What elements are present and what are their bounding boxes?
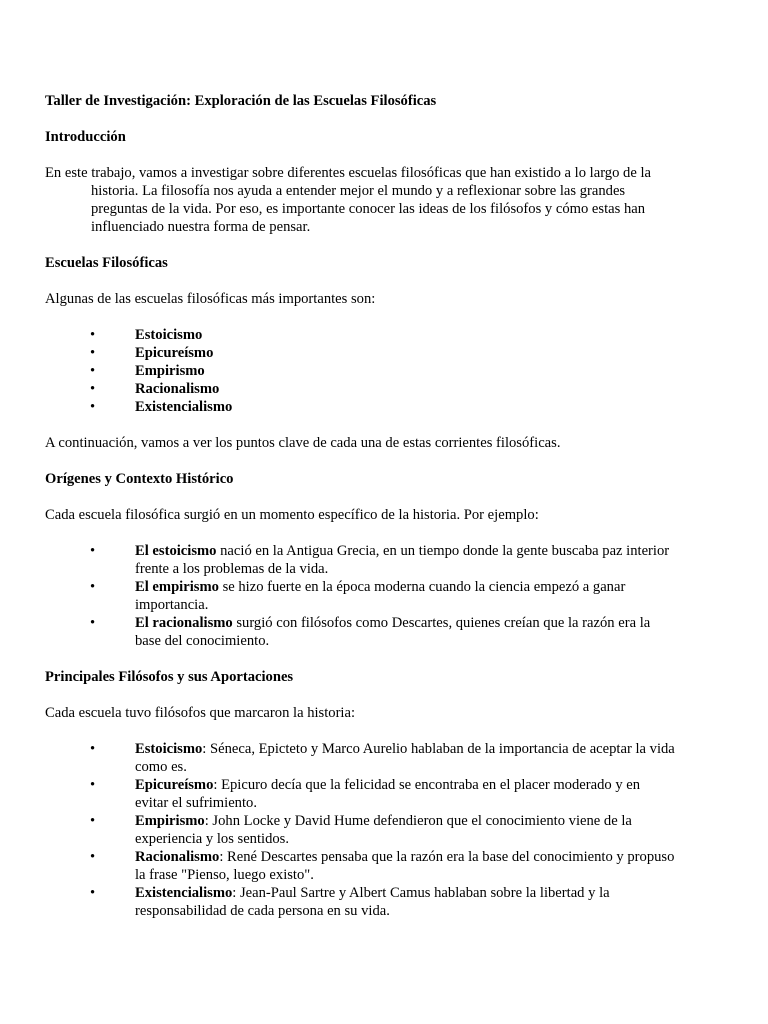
bullet-icon: •	[90, 777, 96, 793]
bullet-icon: •	[90, 327, 96, 343]
schools-followup: A continuación, vamos a ver los puntos clave de cada una de estas corrientes filosóficas.	[45, 435, 561, 451]
bullet-icon: •	[90, 885, 96, 901]
schools-list	[45, 326, 675, 416]
bullet-icon: •	[90, 741, 96, 757]
intro-heading: Introducción	[45, 129, 126, 145]
origins-lead: Cada escuela filosófica surgió en un momento específico de la historia. Por ejemplo:	[45, 507, 539, 523]
philosopher-text: : Séneca, Epicteto y Marco Aurelio hablaban de la importancia de aceptar la vida como es.	[135, 741, 675, 775]
philosophers-list	[45, 740, 675, 920]
philosopher-school: Epicureísmo	[135, 777, 214, 793]
schools-lead: Algunas de las escuelas filosóficas más importantes son:	[45, 291, 376, 307]
origins-list	[45, 542, 675, 650]
bullet-icon: •	[90, 579, 96, 595]
philosopher-school: Estoicismo	[135, 741, 203, 757]
origin-text: se hizo fuerte en la época moderna cuando la ciencia empezó a ganar importancia.	[135, 579, 626, 613]
school-name: Estoicismo	[135, 327, 203, 343]
origins-heading: Orígenes y Contexto Histórico	[45, 471, 234, 487]
list-item	[90, 326, 675, 344]
origin-text: surgió con filósofos como Descartes, quienes creían que la razón era la base del conocimiento.	[135, 615, 651, 649]
philosopher-school: Racionalismo	[135, 849, 220, 865]
document-title: Taller de Investigación: Exploración de las Escuelas Filosóficas	[45, 93, 437, 109]
list-item	[90, 812, 675, 848]
origin-term: El empirismo	[135, 579, 219, 595]
document-page	[45, 92, 675, 938]
philosopher-text: : René Descartes pensaba que la razón era la base del conocimiento y propuso la frase "Pienso, luego existo".	[135, 849, 675, 883]
school-name: Existencialismo	[135, 399, 233, 415]
intro-paragraph: En este trabajo, vamos a investigar sobre diferentes escuelas filosóficas que han existido a lo largo de la historia. La filosofía nos ayuda a entender mejor el mundo y a reflexionar sobre las grandes preguntas de la vida. Por eso, es importante conocer las ideas de los filósofos y cómo estas han influenciado nuestra forma de pensar.	[45, 165, 651, 235]
list-item	[90, 380, 675, 398]
origin-text: nació en la Antigua Grecia, en un tiempo donde la gente buscaba paz interior frente a los problemas de la vida.	[135, 543, 670, 577]
list-item	[90, 848, 675, 884]
origin-term: El racionalismo	[135, 615, 233, 631]
list-item	[90, 398, 675, 416]
school-name: Empirismo	[135, 363, 205, 379]
philosophers-heading: Principales Filósofos y sus Aportaciones	[45, 669, 294, 685]
list-item	[90, 614, 675, 650]
list-item	[90, 740, 675, 776]
bullet-icon: •	[90, 381, 96, 397]
philosopher-school: Existencialismo	[135, 885, 233, 901]
origin-term: El estoicismo	[135, 543, 217, 559]
list-item	[90, 362, 675, 380]
philosopher-text: : Epicuro decía que la felicidad se encontraba en el placer moderado y en evitar el sufrimiento.	[135, 777, 641, 811]
list-item	[90, 776, 675, 812]
philosophers-lead: Cada escuela tuvo filósofos que marcaron la historia:	[45, 705, 356, 721]
bullet-icon: •	[90, 813, 96, 829]
schools-heading: Escuelas Filosóficas	[45, 255, 168, 271]
bullet-icon: •	[90, 363, 96, 379]
philosopher-text: : John Locke y David Hume defendieron que el conocimiento viene de la experiencia y los sentidos.	[135, 813, 632, 847]
list-item	[90, 884, 675, 920]
school-name: Epicureísmo	[135, 345, 214, 361]
bullet-icon: •	[90, 543, 96, 559]
school-name: Racionalismo	[135, 381, 220, 397]
bullet-icon: •	[90, 399, 96, 415]
philosopher-school: Empirismo	[135, 813, 205, 829]
bullet-icon: •	[90, 345, 96, 361]
list-item	[90, 542, 675, 578]
bullet-icon: •	[90, 849, 96, 865]
philosopher-text: : Jean-Paul Sartre y Albert Camus hablaban sobre la libertad y la responsabilidad de cada persona en su vida.	[135, 885, 610, 919]
list-item	[90, 578, 675, 614]
list-item	[90, 344, 675, 362]
bullet-icon: •	[90, 615, 96, 631]
